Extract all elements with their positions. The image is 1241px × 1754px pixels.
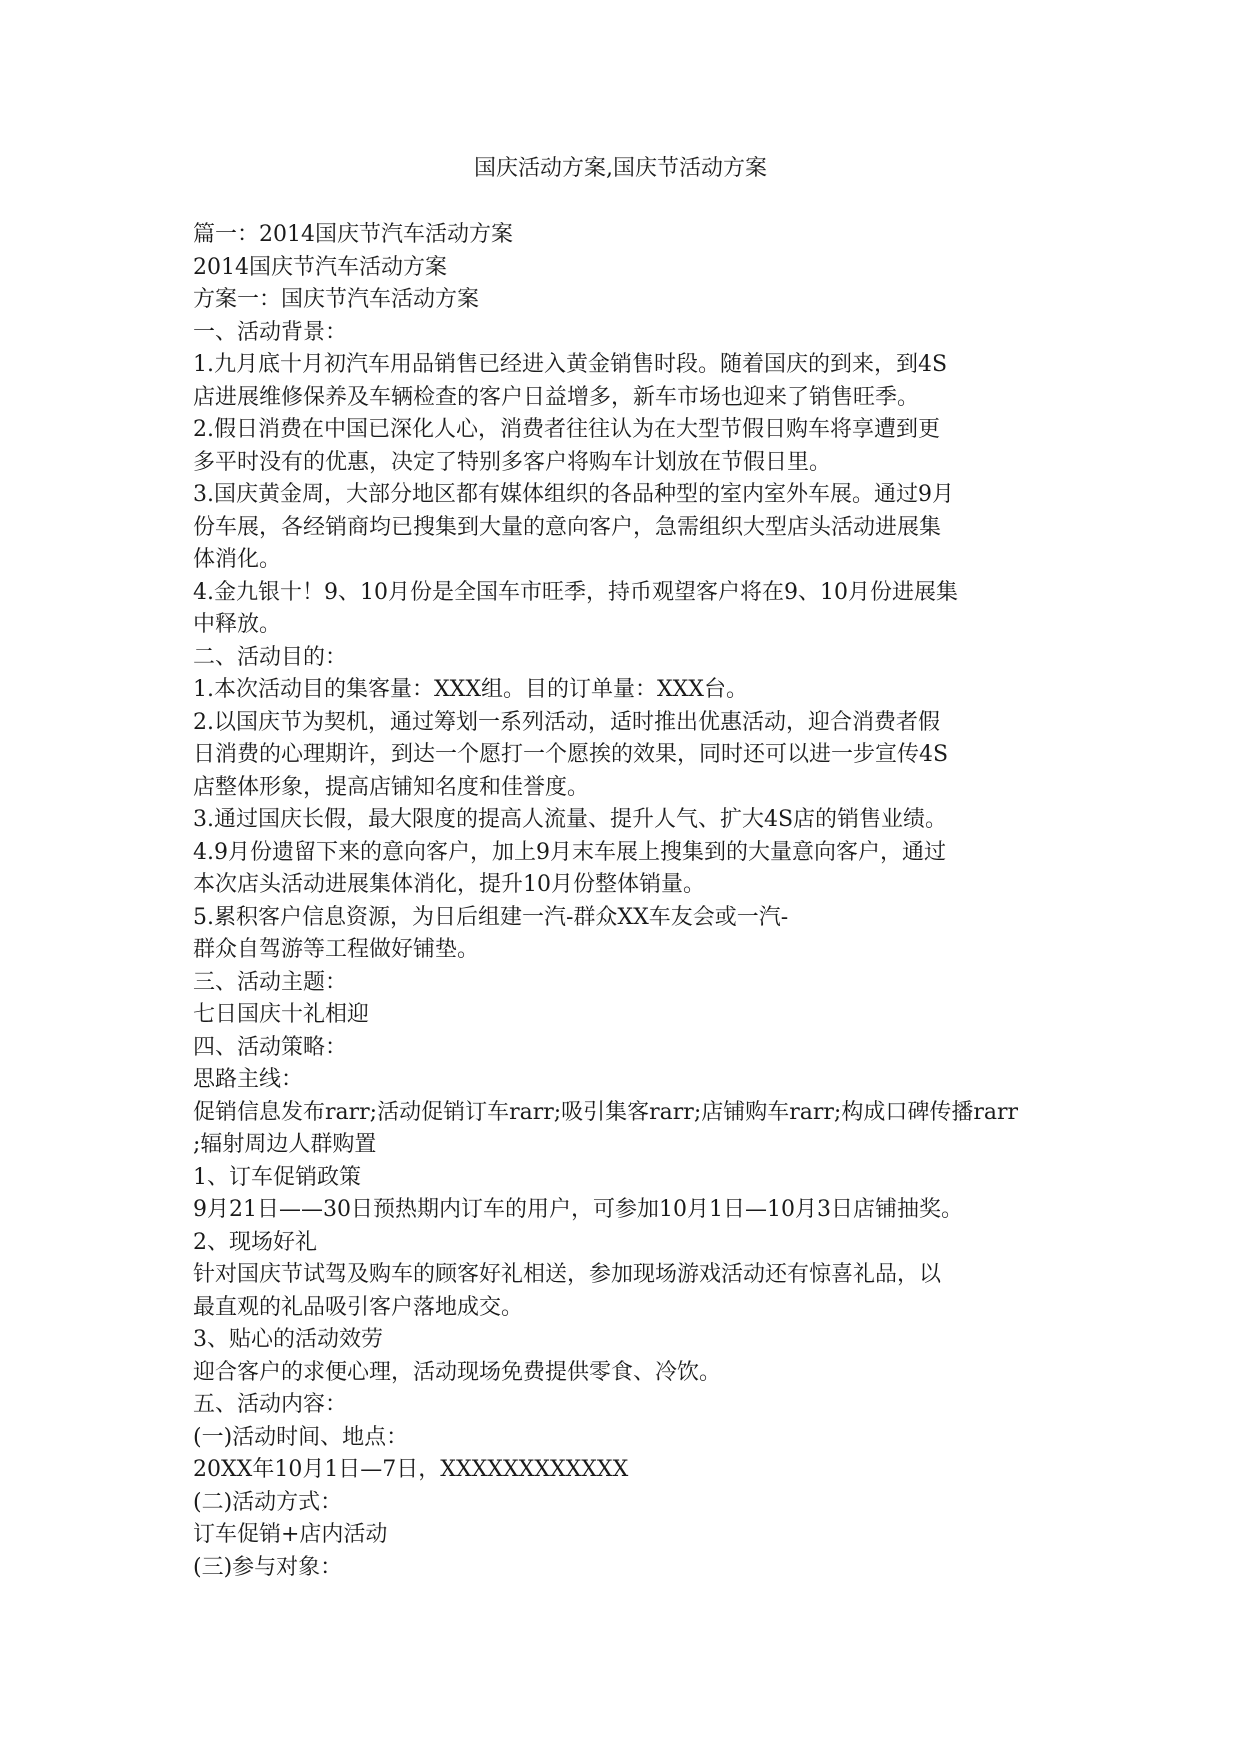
text-line: 2014国庆节汽车活动方案 <box>193 254 447 280</box>
text-line: 迎合客户的求便心理，活动现场免费提供零食、冷饮。 <box>193 1359 722 1385</box>
text-line: 3、贴心的活动效劳 <box>193 1327 383 1352</box>
text-line: 篇一：2014国庆节汽车活动方案 <box>193 222 513 247</box>
text-line: 促销信息发布rarr;活动促销订车rarr;吸引集客rarr;店铺购车rarr;构成口碑传播rarr <box>193 1099 1018 1125</box>
text-line: 日消费的心理期许，到达一个愿打一个愿挨的效果，同时还可以进一步宣传4S <box>193 742 949 767</box>
document-title: 国庆活动方案,国庆节活动方案 <box>474 156 767 181</box>
text-line: 中释放。 <box>193 612 282 637</box>
text-line: 方案一：国庆节汽车活动方案 <box>193 287 480 312</box>
text-line: 1.本次活动目的集客量：XXX组。目的订单量：XXX台。 <box>193 677 748 702</box>
text-line: (三)参与对象： <box>193 1554 343 1580</box>
text-line: 份车展，各经销商均已搜集到大量的意向客户，急需组织大型店头活动进展集 <box>193 514 942 540</box>
text-line: 五、活动内容： <box>193 1392 348 1417</box>
text-line: 4.9月份遗留下来的意向客户，加上9月末车展上搜集到的大量意向客户，通过 <box>193 839 946 865</box>
text-line: 2、现场好礼 <box>193 1229 317 1255</box>
text-line: (一)活动时间、地点： <box>193 1424 409 1450</box>
text-line: 20XX年10月1日—7日，XXXXXXXXXXXX <box>193 1457 629 1482</box>
text-line: 店整体形象，提高店铺知名度和佳誉度。 <box>193 774 590 800</box>
text-line: 9月21日——30日预热期内订车的用户，可参加10月1日—10月3日店铺抽奖。 <box>193 1197 963 1222</box>
text-line: 多平时没有的优惠，决定了特别多客户将购车计划放在节假日里。 <box>193 449 832 475</box>
text-line: (二)活动方式： <box>193 1489 343 1515</box>
text-line: 七日国庆十礼相迎 <box>193 1002 370 1027</box>
text-line: 三、活动主题： <box>193 969 348 995</box>
text-line: 5.累积客户信息资源，为日后组建一汽-群众XX车友会或一汽- <box>193 904 789 930</box>
text-line: 2.以国庆节为契机，通过筹划一系列活动，适时推出优惠活动，迎合消费者假 <box>193 709 940 735</box>
text-line: 体消化。 <box>193 547 282 572</box>
text-line: 3.国庆黄金周，大部分地区都有媒体组织的各品种型的室内室外车展。通过9月 <box>193 482 954 507</box>
text-line: 1、订车促销政策 <box>193 1164 361 1190</box>
text-line: ;辐射周边人群购置 <box>193 1132 377 1157</box>
text-line: 4.金九银十！9、10月份是全国车市旺季，持币观望客户将在9、10月份进展集 <box>193 579 958 605</box>
text-line: 3.通过国庆长假，最大限度的提高人流量、提升人气、扩大4S店的销售业绩。 <box>193 807 948 832</box>
text-line: 群众自驾游等工程做好铺垫。 <box>193 937 480 962</box>
text-line: 2.假日消费在中国已深化人心，消费者往往认为在大型节假日购车将享遭到更 <box>193 417 940 442</box>
text-line: 订车促销+店内活动 <box>193 1522 388 1547</box>
text-line: 一、活动背景： <box>193 319 348 345</box>
text-line: 针对国庆节试驾及购车的顾客好礼相送，参加现场游戏活动还有惊喜礼品，以 <box>193 1262 942 1287</box>
text-line: 二、活动目的： <box>193 644 348 670</box>
text-line: 思路主线： <box>193 1067 304 1092</box>
text-line: 1.九月底十月初汽车用品销售已经进入黄金销售时段。随着国庆的到来，到4S <box>193 352 948 377</box>
text-line: 四、活动策略： <box>193 1034 348 1060</box>
document-body <box>193 219 1053 1584</box>
text-line: 本次店头活动进展集体消化，提升10月份整体销量。 <box>193 872 705 897</box>
text-line: 最直观的礼品吸引客户落地成交。 <box>193 1294 524 1320</box>
text-line: 店进展维修保养及车辆检查的客户日益增多，新车市场也迎来了销售旺季。 <box>193 384 920 410</box>
